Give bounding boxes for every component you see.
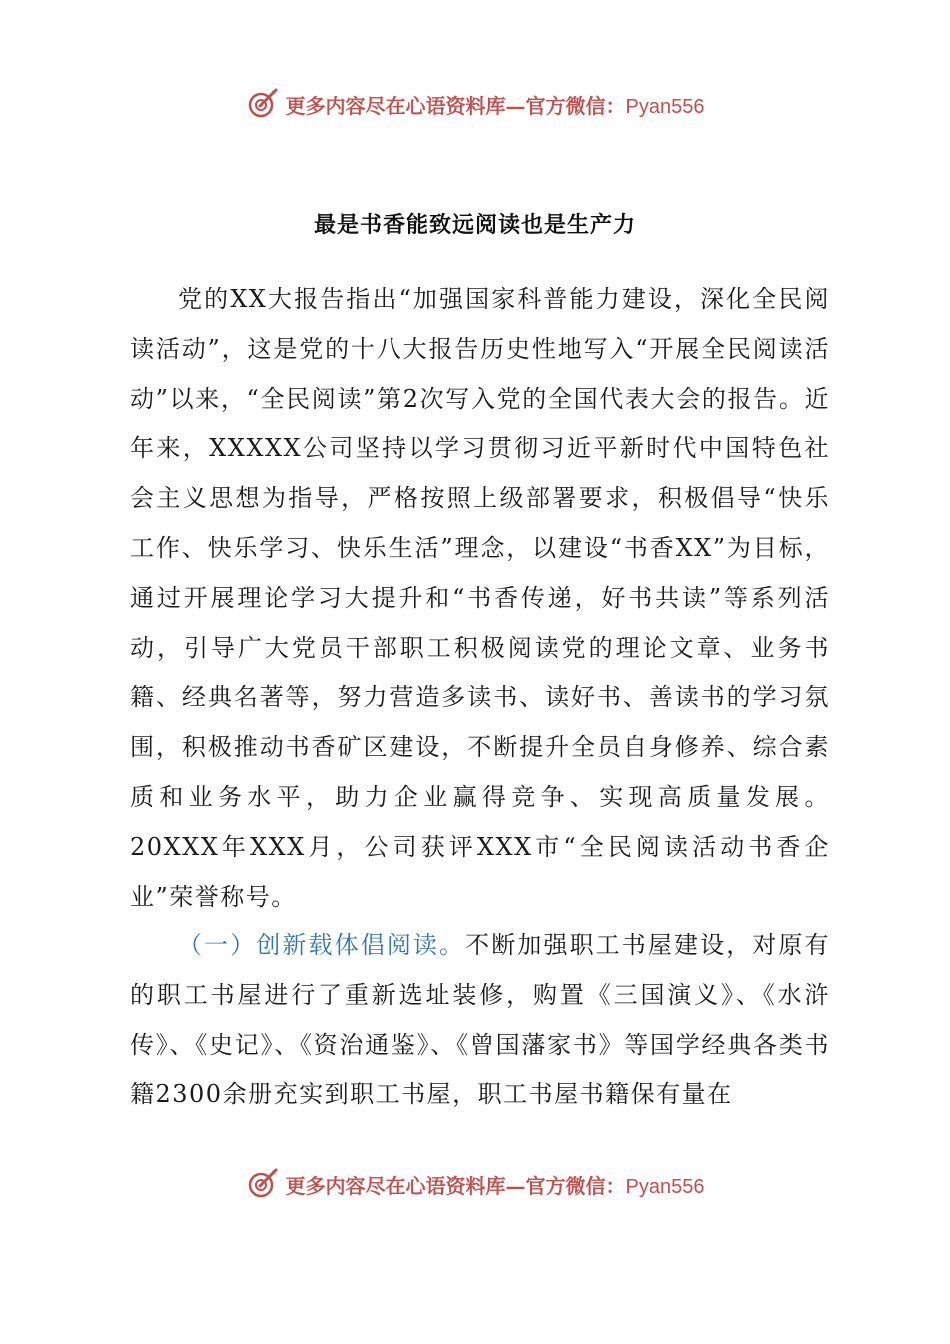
watermark-text: 更多内容尽在心语资料库—官方微信：Pyan556 — [285, 1173, 705, 1198]
document-title: 最是书香能致远阅读也是生产力 — [313, 213, 636, 238]
section-body: 不断加强职工书屋建设，对原有的职工书屋进行了重新选址装修，购置《三国演义》、《水浒传》、《史记》、《资治通鉴》、《曾国藩家书》等国学经典各类书籍2300余册充实到职工书屋，职工书屋书籍保有量在 — [130, 931, 831, 1109]
header-watermark — [0, 84, 950, 124]
pen-logo-icon — [246, 1167, 280, 1201]
footer-watermark — [0, 1164, 950, 1204]
paragraph-section-1 — [130, 921, 830, 1120]
pen-logo-icon — [246, 87, 280, 121]
paragraph-intro: 党的XX大报告指出“加强国家科普能力建设，深化全民阅读活动”，这是党的十八大报告历史性地写入“开展全民阅读活动”以来，“全民阅读”第2次写入党的全国代表大会的报告。近年来，XXXXX公司坚持以学习贯彻习近平新时代中国特色社会主义思想为指导，严格按照上级部署要求，积极倡导“快乐工作、快乐学习、快乐生活”理念，以建设“书香XX”为目标，通过开展理论学习大提升和“书香传递，好书共读”等系列活动，引导广大党员干部职工积极阅读党的理论文章、业务书籍、经典名著等，努力营造多读书、读好书、善读书的学习氛围，积极推动书香矿区建设，不断提升全员自身修养、综合素质和业务水平，助力企业赢得竞争、实现高质量发展。20XXX年XXX月，公司获评XXX市“全民阅读活动书香企业”荣誉称号。 — [130, 285, 830, 911]
watermark-text: 更多内容尽在心语资料库—官方微信：Pyan556 — [285, 93, 705, 118]
section-heading: （一）创新载体倡阅读。 — [178, 931, 466, 959]
